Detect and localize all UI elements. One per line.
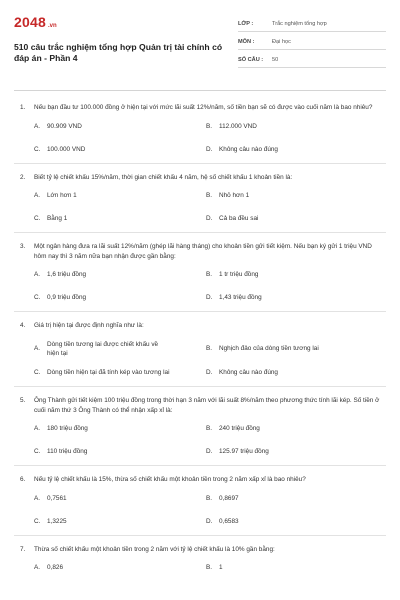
question-number: 5. [20,396,26,404]
question-body: Nếu tỷ lệ chiết khấu là 15%, thừa số chiết khấu một khoản tiền trong 2 năm xấp xỉ là bao nhiêu? [34,476,306,484]
question-item [14,173,386,224]
option-text: Lớn hơn 1 [47,192,77,200]
option-letter: B. [206,345,213,353]
answer-options [20,340,386,377]
option-text: 0,9 triệu đồng [47,294,87,302]
question-body: Giá trị hiện tại được định nghĩa như là: [34,322,144,330]
answer-option-a[interactable] [34,191,206,200]
question-text [20,173,386,183]
answer-option-c[interactable] [34,368,206,377]
option-text: Nghịch đảo của dòng tiền tương lai [219,345,319,353]
header-left [14,14,224,80]
question-body: Nếu bạn đầu tư 100.000 đồng ở hiện tại với mức lãi suất 12%/năm, số tiền bạn sẽ có được vào cuối năm là bao nhiêu? [34,104,373,111]
option-text: 180 triệu đồng [47,425,88,433]
meta-label: LỚP : [238,20,254,27]
meta-value: 50 [272,56,279,63]
question-item [14,242,386,302]
answer-options [20,122,386,154]
question-body: Một ngân hàng đưa ra lãi suất 12%/năm (ghép lãi hàng tháng) cho khoản tiền gửi tiết kiệm. Nếu bạn ký gửi 1 triệu VND hôm nay thì 3 năm nữa bạn nhận được gần bằng: [34,243,372,260]
option-letter: A. [34,122,41,130]
question-item [14,545,386,573]
document-header [14,14,386,80]
answer-option-d[interactable] [206,214,378,223]
option-text: Nhỏ hơn 1 [219,192,250,200]
answer-option-a[interactable] [34,563,206,572]
option-text: Dòng tiền tương lai được chiết khấu về hiện tại [47,340,159,357]
option-letter: C. [34,368,41,376]
option-text: Dòng tiền hiện tại đã tính kép vào tương lai [47,368,170,376]
option-text: 110 triệu đồng [47,448,88,456]
question-divider [14,311,386,312]
answer-option-b[interactable] [206,191,378,200]
question-divider [14,163,386,164]
answer-option-d[interactable] [206,293,378,302]
option-letter: C. [34,294,41,302]
answer-option-a[interactable] [34,340,206,358]
answer-option-d[interactable] [206,145,378,154]
question-divider [14,232,386,233]
option-text: 90.909 VND [47,122,82,130]
option-letter: D. [206,145,213,153]
answer-options [20,191,386,223]
option-letter: A. [34,564,41,572]
option-text: 1,3225 [47,517,67,525]
answer-options [20,270,386,302]
option-letter: C. [34,215,41,223]
option-text: 1,43 triệu đồng [219,294,262,302]
option-letter: C. [34,145,41,153]
option-letter: B. [206,271,213,279]
answer-option-a[interactable] [34,270,206,279]
option-letter: A. [34,271,41,279]
document-title: 510 câu trắc nghiệm tổng hợp Quản trị tài chính có đáp án - Phần 4 [14,42,223,63]
answer-option-c[interactable] [34,145,206,154]
option-letter: D. [206,517,213,525]
question-item [14,396,386,456]
site-logo[interactable] [14,14,224,30]
option-text: 125.97 triệu đồng [219,448,269,456]
option-letter: A. [34,192,41,200]
option-letter: B. [206,425,213,433]
answer-option-a[interactable] [34,122,206,131]
option-text: Bằng 1 [47,215,68,223]
option-letter: B. [206,494,213,502]
question-text [20,242,386,261]
option-text: Không câu nào đúng [219,145,278,153]
answer-option-d[interactable] [206,447,378,456]
answer-option-c[interactable] [34,517,206,526]
answer-option-c[interactable] [34,214,206,223]
answer-option-b[interactable] [206,122,378,131]
answer-option-a[interactable] [34,424,206,433]
meta-value: Trắc nghiệm tổng hợp [272,20,327,27]
option-letter: C. [34,448,41,456]
answer-option-d[interactable] [206,368,378,377]
answer-option-b[interactable] [206,424,378,433]
option-letter: C. [34,517,41,525]
option-text: 100.000 VND [47,145,86,153]
answer-option-b[interactable] [206,270,378,279]
question-text [20,475,386,485]
answer-option-c[interactable] [34,293,206,302]
option-text: Không câu nào đúng [219,368,278,376]
meta-row-subject [238,34,386,50]
meta-row-count [238,52,386,68]
answer-option-a[interactable] [34,494,206,503]
option-letter: D. [206,294,213,302]
meta-row-class [238,16,386,32]
option-letter: D. [206,215,213,223]
question-text [20,545,386,555]
question-text [20,321,386,331]
option-letter: A. [34,494,41,502]
option-letter: D. [206,368,213,376]
answer-option-c[interactable] [34,447,206,456]
meta-info [238,14,386,80]
question-body: Ông Thành gửi tiết kiệm 100 triệu đồng trong thời hạn 3 năm với lãi suất 8%/năm theo phương thức tính lãi kép. Số tiền ở cuối năm thứ 3 Ông Thành có thể nhận xấp xỉ là: [34,396,380,414]
question-item [14,475,386,526]
option-letter: B. [206,122,213,130]
option-letter: B. [206,192,213,200]
question-divider [14,535,386,536]
question-number: 3. [20,243,26,251]
question-item [14,321,386,377]
option-letter: B. [206,564,213,572]
option-letter: D. [206,448,213,456]
question-text [20,103,386,113]
answer-option-b[interactable] [206,340,378,358]
question-number: 2. [20,173,26,181]
option-text: 0,6583 [219,517,239,525]
option-text: 1,6 triệu đồng [47,271,87,279]
question-body: Biết tỷ lệ chiết khấu 15%/năm, thời gian chiết khấu 4 năm, hệ số chiết khấu 1 khoản tiền là: [34,173,293,181]
option-text: 112.000 VND [219,122,257,130]
meta-label: SỐ CÂU : [238,56,264,63]
answer-option-b[interactable] [206,494,378,503]
logo-text: 2048 [14,14,46,30]
option-text: 0,8697 [219,494,239,502]
meta-label: MÔN : [238,38,255,45]
answer-option-b[interactable] [206,563,378,572]
logo-suffix: .vn [47,23,57,29]
question-divider [14,465,386,466]
answer-options [20,494,386,526]
answer-option-d[interactable] [206,517,378,526]
option-text: 0,826 [47,564,63,572]
answer-options [20,563,386,572]
answer-options [20,424,386,456]
question-item [14,103,386,154]
meta-value: Đại học [272,38,291,45]
question-number: 6. [20,476,26,484]
question-body: Thừa số chiết khấu một khoản tiền trong 2 năm với tỷ lệ chiết khấu là 10% gần bằng: [34,545,275,553]
option-text: 1 [219,564,223,572]
question-divider [14,386,386,387]
option-text: Cả ba đều sai [219,215,259,223]
option-letter: A. [34,345,41,353]
question-number: 4. [20,322,26,330]
question-number: 7. [20,545,26,553]
question-text [20,396,386,415]
option-text: 240 triệu đồng [219,425,260,433]
option-text: 1 tr triệu đồng [219,271,259,279]
question-number: 1. [20,104,26,111]
option-text: 0,7561 [47,494,67,502]
option-letter: A. [34,425,41,433]
